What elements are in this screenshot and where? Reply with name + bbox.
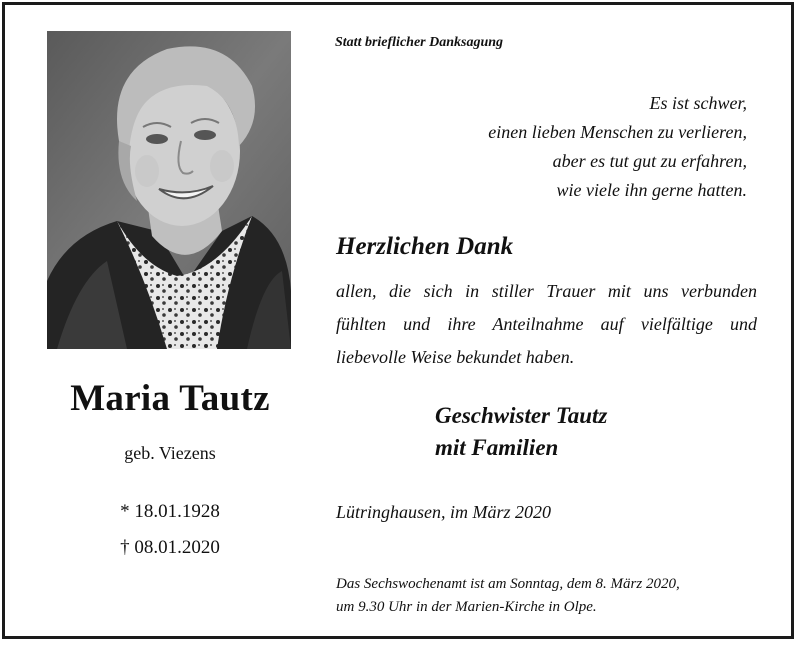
service-info (336, 573, 680, 619)
quote-line: aber es tut gut zu erfahren, (552, 151, 747, 171)
service-line: um 9.30 Uhr in der Marien-Kirche in Olpe. (336, 599, 597, 615)
death-date: † 08.01.2020 (120, 537, 220, 558)
signer-line: Geschwister Tautz (435, 403, 608, 428)
quote-line: einen lieben Menschen zu verlieren, (488, 122, 747, 142)
signers (435, 400, 607, 464)
portrait-photo-icon (47, 31, 291, 349)
quote-line: Es ist schwer, (649, 93, 747, 113)
birth-date: * 18.01.1928 (120, 501, 220, 522)
obituary-card (2, 2, 794, 639)
quote-line: wie viele ihn gerne hatten. (556, 180, 747, 200)
deceased-name: Maria Tautz (70, 378, 270, 419)
portrait-photo (47, 31, 291, 349)
thanks-line: fühlten und ihre Anteilnahme auf vielfältige und (336, 314, 757, 334)
service-line: Das Sechswochenamt ist am Sonntag, dem 8. März 2020, (336, 576, 680, 592)
thanks-text (336, 275, 757, 374)
place-date: Lütringhausen, im März 2020 (336, 502, 552, 522)
quote (488, 89, 747, 205)
signer-line: mit Familien (435, 435, 559, 460)
thanks-title: Herzlichen Dank (336, 233, 514, 260)
birth-name: geb. Viezens (124, 443, 216, 463)
thanks-line: liebevolle Weise bekundet haben. (336, 347, 575, 367)
intro-heading: Statt brieflicher Danksagung (335, 35, 504, 50)
thanks-line: allen, die sich in stiller Trauer mit uns verbunden (336, 281, 757, 301)
